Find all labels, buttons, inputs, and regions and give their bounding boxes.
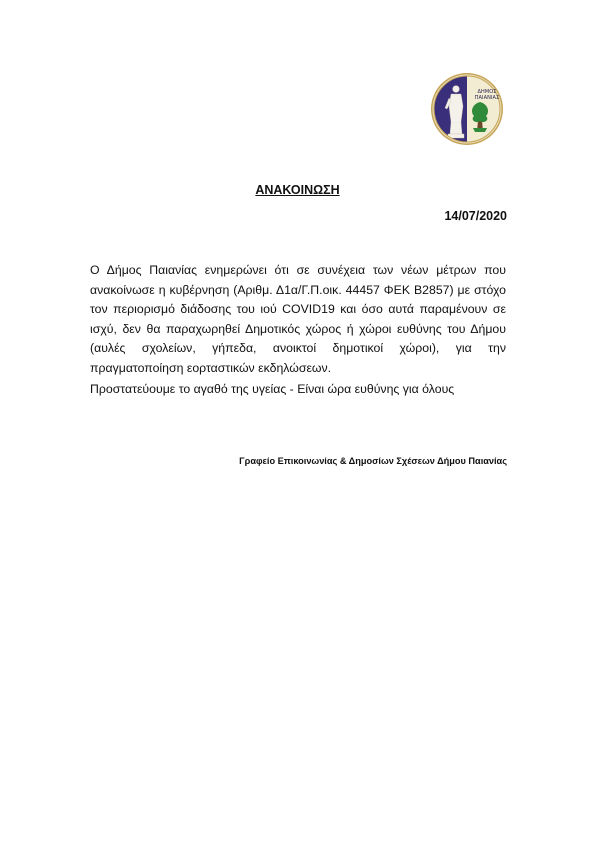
- municipality-seal-icon: [430, 72, 504, 146]
- logo-text-line2: ΠΑΙΑΝΙΑΣ: [474, 94, 500, 101]
- announcement-signature: Γραφείο Επικοινωνίας & Δημοσίων Σχέσεων Δήμου Παιανίας: [239, 456, 507, 466]
- announcement-slogan: Προστατεύουμε το αγαθό της υγείας - Είναι ώρα ευθύνης για όλους: [90, 382, 455, 396]
- announcement-heading: ΑΝΑΚΟΙΝΩΣΗ: [255, 183, 340, 197]
- logo-text-line1: ΔΗΜΟΣ: [477, 89, 497, 95]
- announcement-body: Ο Δήμος Παιανίας ενημερώνει ότι σε συνέχεια των νέων μέτρων που ανακοίνωσε η κυβέρνηση (Αριθμ. Δ1α/Γ.Π.οικ. 44457 ΦΕΚ Β2857) με στόχο τον περιορισμό διάδοσης του ιού COVID19 και όσο αυτά παραμένουν σε ισχύ, δεν θα παραχωρηθεί Δημοτικός χώρος ή χώροι ευθύνης του Δήμου (αυλές σχολείων, γήπεδα, ανοικτοί δημοτικοί χώροι), για την πραγματοποίηση εορταστικών εκδηλώσεων.: [90, 263, 506, 375]
- municipality-logo: [430, 72, 504, 146]
- announcement-date: 14/07/2020: [444, 209, 507, 223]
- logo-lettering: [474, 90, 500, 101]
